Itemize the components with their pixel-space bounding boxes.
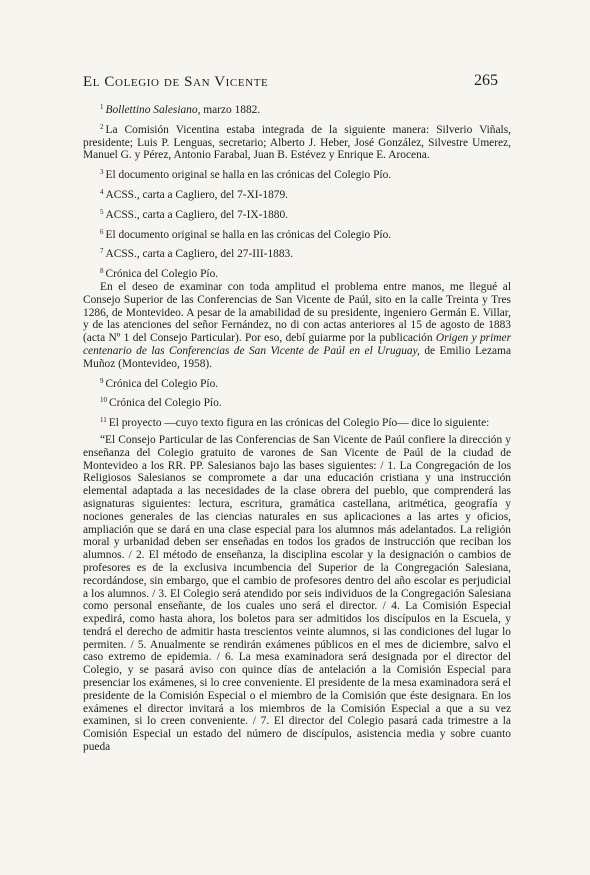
- footnote-number: 3: [100, 168, 104, 177]
- footnote-10: [83, 397, 511, 410]
- footnote-number: 1: [100, 103, 104, 111]
- footnote-number: 5: [100, 207, 104, 216]
- page-number: 265: [474, 72, 498, 89]
- footnote-5: [83, 209, 511, 222]
- footnote-6: [83, 229, 511, 242]
- footnote-2: [83, 124, 511, 162]
- footnote-11-quote: “El Consejo Particular de las Conferencias de San Vicente de Paúl confiere la dirección y enseñanza del Colegio gratuito de varones de San Vicente de Paúl de la ciudad de Montevideo a los RR. PP. Salesianos bajo las bases siguientes: / 1. La Congregación de los Religiosos Salesianos se compromete a dar una educación cristiana y una instrucción elemental adaptada a las necesidades de la clase obrera del pueblo, que comprenderá las asignaturas siguientes: lectura, escritura, gramática castellana, aritmética, geografía y nociones generales de las ciencias naturales en sus aplicaciones a las artes y oficios, ampliación que se dará en una clase especial para los alumnos más adelantados. La religión moral y urbanidad deben ser enseñadas en todos los grados de instrucción que reciban los alumnos. / 2. El método de enseñanza, la disciplina escolar y la designación o cambios de profesores es de la exclusiva incumbencia del Superior de la Congregación Salesiana, recordándose, sin embargo, que el cambio de profesores dentro del año escolar es perjudicial a los alumnos. / 3. El Colegio será atendido por seis individuos de la Congregación Salesiana como personal enseñante, de los cuales uno será el director. / 4. La Comisión Especial expedirá, como hasta ahora, los boletos para ser admitidos los discípulos en la Escuela, y tendrá el derecho de admitir hasta trescientos veinte alumnos, si las condiciones del lugar lo permiten. / 5. Anualmente se rendirán exámenes públicos en el mes de diciembre, salvo el caso extremo de epidemia. / 6. La mesa examinadora será designada por el director del Colegio, y se pasará aviso con quince días de antelación a la Comisión Especial para presenciar los exámenes, si lo cree conveniente. El presidente de la mesa examinadora será el presidente de la Comisión Especial o el miembro de la Comisión que éste designara. En los exámenes el director invitará a los miembros de la Comisión Especial a que a su vez examinen, si lo creen conveniente. / 7. El director del Colegio pasará cada trimestre a la Comisión Especial un estado del número de discípulos, asistencia media y sobre cuanto pueda: [83, 433, 511, 754]
- footnote-1: [83, 104, 511, 117]
- footnote-text: Crónica del Colegio Pío.: [105, 377, 219, 390]
- footnote-text: Crónica del Colegio Pío.: [109, 397, 222, 410]
- footnote-number: 2: [100, 122, 104, 131]
- footnote-number: 9: [100, 376, 104, 385]
- book-title: Origen y primer centenario de las Conferencias de San Vicente de Paúl en el Uruguay,: [83, 332, 511, 357]
- footnote-text: Crónica del Colegio Pío.: [105, 268, 219, 281]
- paragraph-text: En el deseo de examinar con toda amplitud el problema entre manos, me llegué al Consejo Superior de las Conferencias de San Vicente de Paúl, sito en la calle Treinta y Tres 1286, de Montevideo. A pesar de la amabilidad de su presidente, ingeniero Germán E. Villar, y de las atenciones del señor Fernández, no di con actas anteriores al 15 de agosto de 1883 (acta Nº 1 del Consejo Particular). Por eso, debí guiarme por la publicación: [83, 280, 511, 345]
- footnote-11: [83, 417, 511, 754]
- footnotes: [83, 104, 511, 761]
- footnote-number: 4: [100, 187, 104, 196]
- footnote-text: ACSS., carta a Cagliero, del 7-IX-1880.: [105, 208, 289, 221]
- footnote-4: [83, 189, 511, 202]
- footnote-number: 7: [100, 247, 104, 256]
- footnote-9: [83, 378, 511, 391]
- footnote-3: [83, 169, 511, 182]
- footnote-number: 8: [100, 267, 104, 276]
- paragraph-text: de Emilio Lezama Muñoz (Montevideo, 1958).: [83, 344, 511, 370]
- footnote-italic: Bollettino Salesiano,: [105, 104, 201, 116]
- footnote-text: ACSS., carta a Cagliero, del 27-III-1883.: [105, 248, 294, 261]
- footnote-8-heading: [83, 268, 511, 281]
- footnote-number: 11: [100, 416, 107, 425]
- footnote-text: ACSS., carta a Cagliero, del 7-XI-1879.: [105, 188, 289, 201]
- running-header: El Colegio de San Vicente: [83, 74, 269, 90]
- footnote-7: [83, 248, 511, 261]
- footnote-number: 10: [100, 396, 107, 405]
- footnote-8: [83, 268, 511, 370]
- footnote-text: El proyecto —cuyo texto figura en las crónicas del Colegio Pío— dice lo siguiente:: [108, 417, 490, 430]
- footnote-text: marzo 1882.: [200, 104, 261, 116]
- footnote-11-intro: [83, 417, 511, 430]
- footnote-number: 6: [100, 227, 104, 236]
- footnote-text: El documento original se halla en las crónicas del Colegio Pío.: [105, 169, 392, 182]
- footnote-text: El documento original se halla en las crónicas del Colegio Pío.: [105, 228, 392, 241]
- footnote-text: La Comisión Vicentina estaba integrada de la siguiente manera: Silverio Viñals, presidente; Luis P. Lenguas, secretario; Alberto J. Heber, José González, Silvestre Umerez, Manuel G. y Pérez, Antonio Farabal, Juan B. Estévez y Enrique E. Arocena.: [83, 123, 511, 162]
- footnote-8-paragraph: [83, 281, 511, 371]
